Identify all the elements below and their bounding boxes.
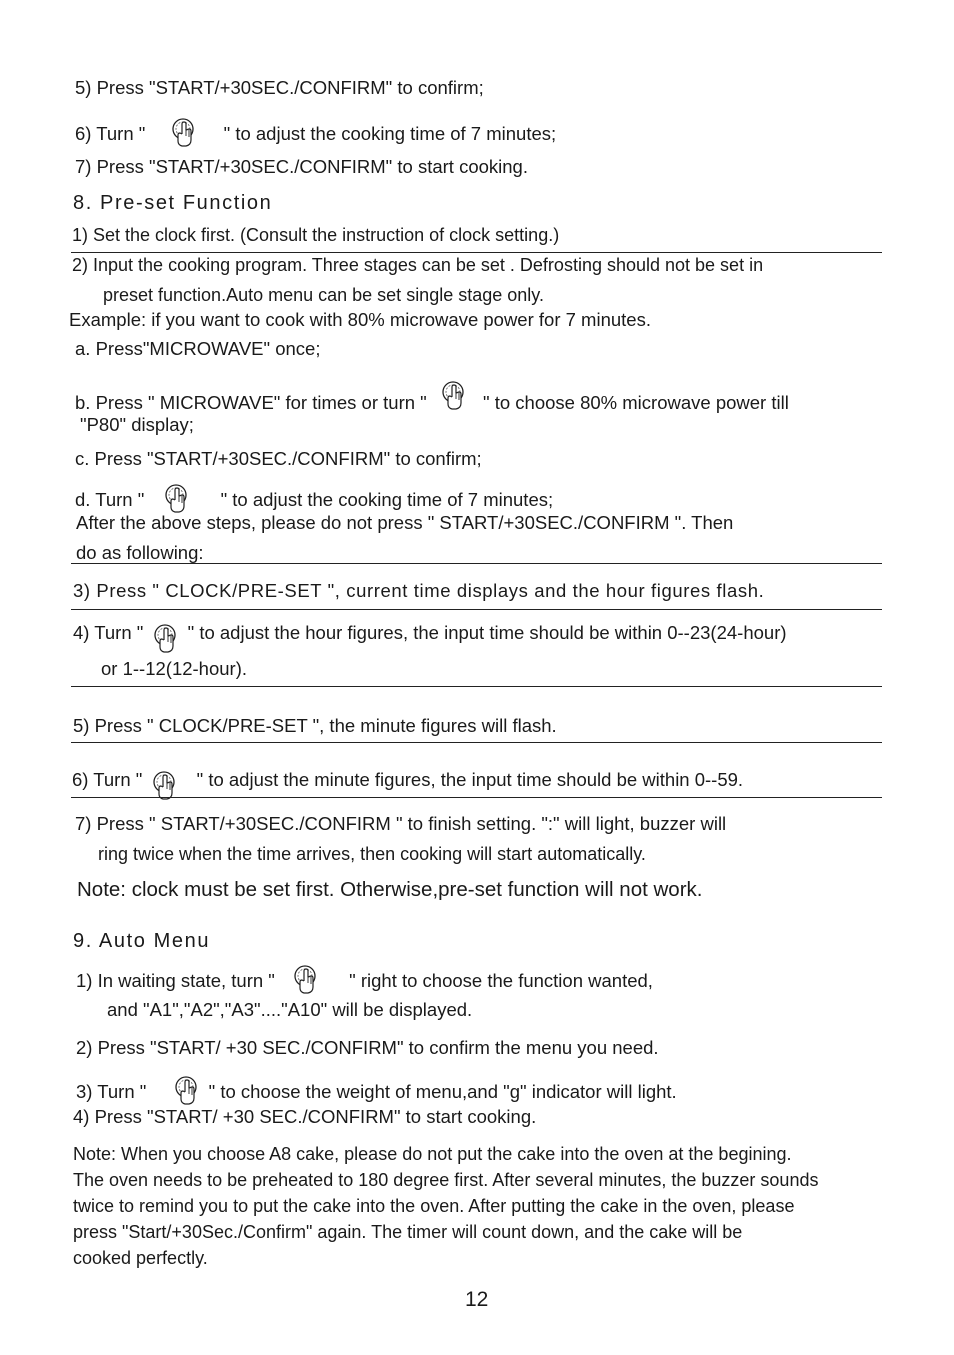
turn-dial-hand-icon <box>173 1074 203 1108</box>
auto-menu-step-1-prefix: 1) In waiting state, turn " <box>76 970 275 991</box>
step-6-prefix: 6) Turn " <box>75 123 146 144</box>
after-steps-line-1: After the above steps, please do not press " START/+30SEC./CONFIRM ". Then <box>76 512 734 533</box>
step-7-start: 7) Press "START/+30SEC./CONFIRM" to start cooking. <box>75 156 528 177</box>
example-step-d-suffix: " to adjust the cooking time of 7 minutes; <box>220 489 554 510</box>
example-step-b <box>75 379 789 414</box>
turn-dial-hand-icon <box>151 766 181 800</box>
preset-step-5: 5) Press " CLOCK/PRE-SET ", the minute figures will flash. <box>73 715 557 736</box>
step-5-confirm: 5) Press "START/+30SEC./CONFIRM" to confirm; <box>75 77 484 98</box>
example-step-d <box>75 482 553 516</box>
preset-step-2-line-2: preset function.Auto menu can be set single stage only. <box>103 285 544 305</box>
preset-step-6-prefix: 6) Turn " <box>72 769 143 790</box>
divider <box>71 797 882 798</box>
step-6-turn <box>75 116 556 150</box>
section-8-heading: 8. Pre-set Function <box>73 192 273 214</box>
preset-step-2-line-1: 2) Input the cooking program. Three stages can be set . Defrosting should not be set in <box>72 255 764 275</box>
divider <box>71 609 882 610</box>
divider <box>71 563 882 564</box>
preset-step-6 <box>72 766 743 800</box>
preset-step-4-suffix: " to adjust the hour figures, the input time should be within 0--23(24-hour) <box>187 622 787 643</box>
cake-note-line-1: Note: When you choose A8 cake, please do not put the cake into the oven at the begining. <box>73 1144 792 1164</box>
auto-menu-step-3-prefix: 3) Turn " <box>76 1081 147 1102</box>
cake-note-line-3: twice to remind you to put the cake into the oven. After putting the cake in the oven, please <box>73 1196 795 1216</box>
example-step-a: a. Press"MICROWAVE" once; <box>75 338 321 359</box>
example-step-b-suffix: " to choose 80% microwave power till <box>483 392 789 413</box>
auto-menu-step-4: 4) Press "START/ +30 SEC./CONFIRM" to start cooking. <box>73 1106 537 1127</box>
preset-step-6-suffix: " to adjust the minute figures, the input time should be within 0--59. <box>196 769 744 790</box>
auto-menu-step-3 <box>76 1074 677 1108</box>
preset-step-7-line-1: 7) Press " START/+30SEC./CONFIRM " to finish setting. ":" will light, buzzer will <box>75 813 727 834</box>
divider <box>71 686 882 687</box>
after-steps-line-2: do as following: <box>76 542 204 563</box>
preset-step-7-line-2: ring twice when the time arrives, then cooking will start automatically. <box>98 844 646 864</box>
turn-dial-hand-icon <box>170 116 200 150</box>
auto-menu-step-3-suffix: " to choose the weight of menu,and "g" indicator will light. <box>208 1081 677 1102</box>
auto-menu-step-2: 2) Press "START/ +30 SEC./CONFIRM" to confirm the menu you need. <box>76 1037 659 1058</box>
turn-dial-hand-icon <box>163 482 193 516</box>
preset-step-1: 1) Set the clock first. (Consult the instruction of clock setting.) <box>72 225 560 245</box>
section-9-heading: 9. Auto Menu <box>73 930 211 952</box>
step-6-suffix: " to adjust the cooking time of 7 minutes; <box>223 123 557 144</box>
example-step-c: c. Press "START/+30SEC./CONFIRM" to confirm; <box>75 448 482 469</box>
preset-step-4-line-2: or 1--12(12-hour). <box>101 658 248 679</box>
preset-step-4 <box>73 619 787 653</box>
turn-dial-hand-icon <box>152 619 182 653</box>
cake-note-line-5: cooked perfectly. <box>73 1248 208 1268</box>
example-step-b-line-2: "P80" display; <box>80 414 194 435</box>
preset-step-4-prefix: 4) Turn " <box>73 622 144 643</box>
turn-dial-hand-icon <box>440 379 470 413</box>
divider <box>71 252 882 253</box>
example-step-b-prefix: b. Press " MICROWAVE" for times or turn " <box>75 392 427 413</box>
example-step-d-prefix: d. Turn " <box>75 489 145 510</box>
turn-dial-hand-icon <box>292 963 322 997</box>
cake-note-line-4: press "Start/+30Sec./Confirm" again. The timer will count down, and the cake will be <box>73 1222 743 1242</box>
example-line: Example: if you want to cook with 80% microwave power for 7 minutes. <box>69 309 651 330</box>
auto-menu-step-1-suffix: " right to choose the function wanted, <box>349 970 653 991</box>
auto-menu-step-1 <box>76 963 653 997</box>
divider <box>71 742 882 743</box>
clock-note: Note: clock must be set first. Otherwise,pre-set function will not work. <box>77 878 703 901</box>
cake-note-line-2: The oven needs to be preheated to 180 degree first. After several minutes, the buzzer sounds <box>73 1170 819 1190</box>
auto-menu-step-1-line-2: and "A1","A2","A3"...."A10" will be displayed. <box>107 999 473 1020</box>
page-number: 12 <box>465 1288 489 1311</box>
preset-step-3: 3) Press " CLOCK/PRE-SET ", current time displays and the hour figures flash. <box>73 580 765 601</box>
